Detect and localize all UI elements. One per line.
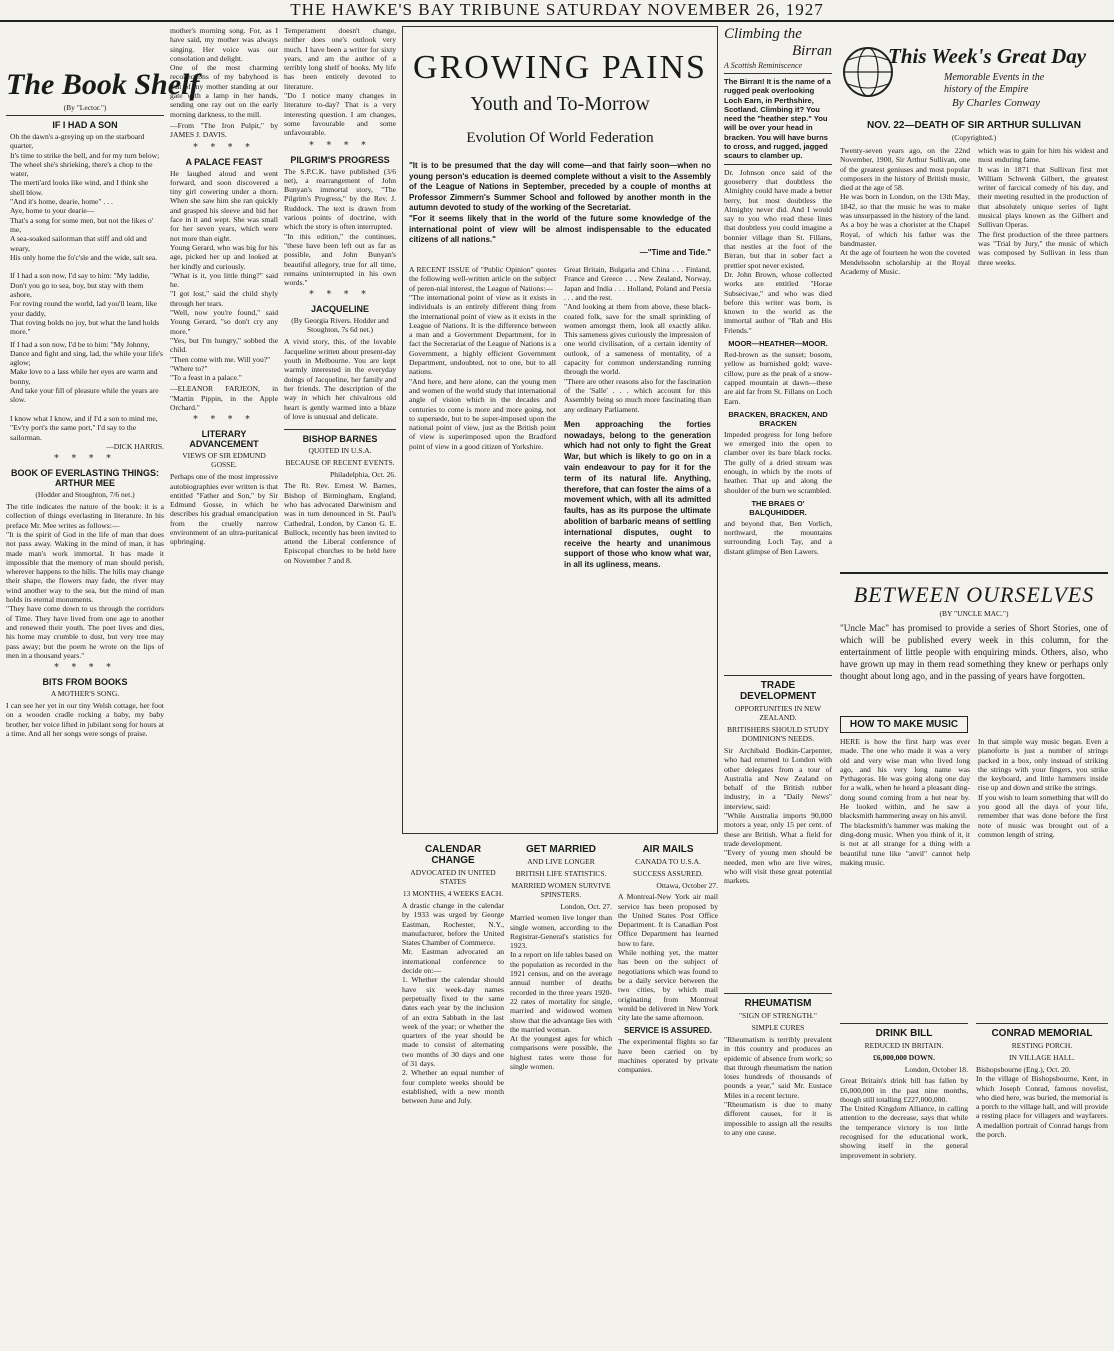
- great-day-feature: [840, 26, 1108, 572]
- poem: If I had a son now, I'd be to him: "My Johnny, Dance and fight and sing, lad, the while your life's aglow; Make love to a lass while her eyes are warm and bonny, And take your fill of pleasure while the years are slow. I know what I know, and if I'd a son to mind me, "Ev'ry port's the same port," I'd say to the sailorman.: [10, 339, 163, 442]
- article-body: The title indicates the nature of the book: it is a collection of things everlasting in literature. In his preface Mr. Mee writes as follows:— "It is the spirit of God in the life of man that does not pass away. Waking in the mind of man, it has made man's work immortal. It has made it impossible that the memory of man should perish, wherever happens to the hills. The hills may change their shape, the flowers may fade, the river may wind another way to the sea, but the mind of man holds its eternal monuments. "They have come down to us through the corridors of Time. They have lived from one age to another and renewed their youth. The poet lives and dies, his home may crumble to dust, but very tree may pass away; but the poem he wrote on the lips of men in a thousand years.": [6, 502, 164, 660]
- section-heading: LITERARY ADVANCEMENT: [189, 429, 259, 450]
- signature: —DICK HARRIS.: [106, 441, 164, 451]
- article-body: Red-brown as the sunset; bosom, yellow as burnished gold; wave-cillow, pure as the peak of a snow-capped mountain at dawn—these are aid far from St. Fillans on Loch Earn.: [724, 350, 832, 406]
- sub-heading: 13 MONTHS, 4 WEEKS EACH.: [402, 889, 504, 898]
- section-heading: MOOR—HEATHER—MOOR.: [728, 339, 828, 349]
- sub-heading: ADVOCATED IN UNITED STATES: [410, 868, 496, 886]
- climbing-article: [724, 26, 832, 666]
- get-married-article: [510, 840, 612, 1345]
- section-heading: IF I HAD A SON: [52, 120, 118, 130]
- book-shelf-title: The Book Shelf: [6, 68, 200, 101]
- section-heading: JACQUELINE: [310, 304, 369, 315]
- section-heading: GET MARRIED: [526, 844, 596, 855]
- divider: [724, 164, 832, 165]
- great-day-title: This Week's Great Day: [888, 44, 1087, 68]
- section-heading: CALENDAR CHANGE: [424, 844, 482, 866]
- copyright-note: (Copyrighted.): [951, 133, 997, 142]
- between-ourselves-byline: (BY "UNCLE MAC."): [939, 609, 1009, 618]
- article-body: "Rheumatism is terribly prevalent in this country and produces an epidemic of absence from work; so that through rheumatism the nation loses hundreds of thousands of pounds a year," said Mr. Eustace Miles in a recent lecture. "Rheumatism is due to many different causes, for it is impossible to assign all the results to any one cause.: [724, 1035, 832, 1137]
- sub-heading: REDUCED IN BRITAIN.: [864, 1041, 944, 1050]
- column-two: [170, 26, 278, 1346]
- section-heading: BITS FROM BOOKS: [42, 677, 128, 688]
- star-divider: * * * *: [309, 140, 371, 151]
- article-body: Married women live longer than single women, according to the Registrar-General's statistics for 1923. In a report on life tables based on the population as recorded in the 1921 census, and on the average annual number of deaths recorded in the three years 1920-22 rates of mortality for single, married and widowed women show that the advantage lies with the married woman. At the youngest ages for which comparisons were possible, the highest rates were those for single women.: [510, 913, 612, 1072]
- great-day-byline: By Charles Conway: [952, 97, 1040, 109]
- article-body: Bishopsbourne (Eng.), Oct. 20. In the village of Bishopsbourne, Kent, in which Joseph Conrad, famous novelist, who died here, was buried, the memorial is a porch to the village hall, and will provide a resting place for villagers and wayfarers. A medallion portrait of Conrad hangs from the porch.: [976, 1065, 1108, 1140]
- divider: [976, 1023, 1108, 1024]
- section-heading: BOOK OF EVERLASTING THINGS: ARTHUR MEE: [10, 468, 159, 489]
- signature: —From "The Iron Pulpit," by JAMES J. DAVIS.: [170, 120, 278, 140]
- dateline: Ottawa, October 27.: [656, 881, 718, 890]
- drink-bill-article: [840, 1020, 968, 1345]
- section-heading: THE BRAES O' BALQUHIDDER.: [749, 498, 807, 517]
- article-body: A vivid story, this, of the lovable Jacqueline written about present-day youth in Melbourne. You are kept warmly interested in the everyday doings of Jacqueline, her family and her friends. The description of the way in which her chivalrous old heart is gently warmed into a blaze of love is unusual and delicate.: [284, 337, 396, 421]
- sub-heading: SIMPLE CURES: [751, 1023, 805, 1032]
- between-ourselves-intro: "Uncle Mac" has promised to provide a series of Short Stories, one of which will be published every week in this column, for the entertainment of little people with enquiring minds. Others, also, who have grown up may in them read something they knew or perhaps only thought about long ago, and in the passing of years have forgotten.: [840, 623, 1108, 681]
- growing-pains-subtitle-two: Evolution Of World Federation: [466, 130, 654, 146]
- article-body: In that simple way music began. Even a pianoforte is just a number of strings packed in a box, only instead of striking the strings with your fingers, you strike the keyboard, and little hammers inside rise up and down and strike the strings. If you wish to learn something that will do you good all the days of your life, remember that was done before the first note of music was brought out of a common length of string.: [978, 737, 1108, 839]
- article-body: A Montreal-New York air mail service has been proposed by the United States Post Office Department. It is Canadian Post Office Department has learned how to fare. While nothing yet, the matter has been on the subject of negotiations which was found to be a daily service between the two cities, by which mail originating from Montreal would be delivered in New York city late the same afternoon.: [618, 892, 718, 1023]
- section-heading: BRACKEN, BRACKEN, AND BRACKEN: [728, 409, 828, 428]
- sub-heading: "SIGN OF STRENGTH.": [738, 1011, 817, 1020]
- sub-heading: CANADA TO U.S.A.: [635, 857, 701, 866]
- divider: [724, 73, 832, 74]
- trade-development-article: [724, 672, 832, 982]
- lead-quote: "It is to be presumed that the day will come—and that fairly soon—when no young person's education is deemed complete without a visit to the Assembly of the League of Nations in September, preceded by a couple of months at Professor Zimmern's Summer School and followed by another month in the autumn devoted to study of the working of the Secretariat. "For it seems likely that in the world of the future some knowledge of the international point of view will be almost indispensable to the educated citizens of all nations.": [409, 161, 711, 245]
- book-shelf-column: [6, 26, 200, 1346]
- article-body: He laughed aloud and went forward, and soon discovered a tiny girl cowering under a thorn. When she saw him she ran quickly and grasped his sleeve and hid her face in it and wept. She was small for her seven years, which were not more than eight. Young Gerard, who was big for his age, picked her up and looked at her kindly and curiously. "What is it, you little thing?" said he. "I got lost," said the child shyly through her tears. "Well, now you're found," said Young Gerard, "so don't cry any more." "Yes, but I'm hungry," sobbed the child. "Then come with me. Will you?" "Where to?" "To a feast in a palace.": [170, 168, 278, 383]
- star-divider: * * * *: [309, 290, 371, 301]
- between-ourselves-title: BETWEEN OURSELVES: [853, 582, 1095, 607]
- great-day-subtitle: Memorable Events in the: [944, 72, 1045, 83]
- great-day-banner: [840, 36, 1108, 116]
- article-body: Sir Archibald Bodkin-Carpenter, who had returned to London with other delegates from a tour of Australia and New Zealand on behalf of the British rubber industry, in a "Daily News" interview, said: "While Australia imports 90,000 motors a year, only 15 per cent. of these are British. What a field for trade development. "Every of young men should be needed, men who are live wires, who will visit these great potential markets.: [724, 746, 832, 886]
- star-divider: * * * *: [54, 454, 116, 465]
- lead-paragraph: The Birran! It is the name of a rugged peak overlooking Loch Earn, in Perthshire, Scotland. Climbing it? You need the "heather step." You will be over your head in bracken. You will have burns to cross, and rugged, jagged scaurs to clamber up.: [724, 77, 831, 161]
- section-heading: SERVICE IS ASSURED.: [623, 1026, 713, 1036]
- great-day-subtitle-two: history of the Empire: [944, 84, 1029, 95]
- between-ourselves-section: [840, 572, 1108, 702]
- article-body: Impeded progress for long before we emerged into the open to clamber over its bare black rocks. The gully of a dried stream was enough, in which by the roots of heather. That up and along the shoulder of the burn we scrambled.: [724, 429, 832, 495]
- climbing-title: Climbing the: [724, 26, 802, 42]
- book-shelf-byline: (By "Lector."): [63, 103, 107, 112]
- rheumatism-article: [724, 990, 832, 1345]
- article-column: [564, 265, 711, 573]
- dateline: London, Oct. 27.: [560, 902, 612, 911]
- sub-heading: SUCCESS ASSURED.: [632, 869, 704, 878]
- article-body: Dr. Johnson once said of the gooseberry that doubtless the Almighty could have made a better berry, but most doubtless the Almighty never did. And I would say to you who read these lines that doubtless you could imagine a bonnier village than St. Fillans, that nestles at the foot of the Birran, but that in sober fact a prettier spot never existed. Dr. John Brown, whose collected works are entitled "Horae Subsecivae," and who was died before this writer was born, is known to the world as the immortal author of "Rab and His Friends.": [724, 167, 832, 335]
- section-heading: A PALACE FEAST: [185, 156, 263, 167]
- sub-heading: RESTING PORCH.: [1011, 1041, 1073, 1050]
- publisher-note: (Hodder and Stoughton, 7/6 net.): [35, 490, 135, 500]
- article-column: [409, 265, 556, 573]
- section-heading: DRINK BILL: [875, 1028, 933, 1039]
- article-body: Perhaps one of the most impressive autobiographies ever written is that entitled "Father and Son," by Sir Edmund Gosse, in which he describes his gradual emancipation from the cruelly narrow environment of an ultra-puritanical upbringing.: [170, 472, 278, 547]
- publisher-note: (By Georgia Rivers. Hodder and Stoughton, 7s 6d net.): [291, 316, 389, 335]
- article-body: The experimental flights so far have been carried on by machines operated by private companies.: [618, 1037, 718, 1075]
- how-to-make-music-article: [840, 712, 1108, 1012]
- article-body: HERE is how the first harp was ever made. The one who made it was a very old and very wise man who lived long ago, and his very long name was Pythagoras. He was going along one day for a walk, when he heard a pleasant ding-dong sound coming from a hut near by. He looked within, and he saw a blacksmith hammering away on his anvil. The blacksmith's hammer was making the ding-dong music. When you think of it, it is not at all strange for a thing with a beautiful tune like "anvil" cannot help making music.: [840, 737, 970, 867]
- sub-heading: BRITISHERS SHOULD STUDY DOMINION'S NEEDS.: [726, 725, 830, 743]
- article-body: Twenty-seven years ago, on the 22nd November, 1900, Sir Arthur Sullivan, one of the greatest geniuses and most popular composers in the history of British music, died at the age of 58. He was born in London, on the 13th May, 1842, so that the music he was to make was unsurpassed in the history of the land. As a boy he was a chorister at the Chapel Royal, of which his father was the bandmaster. At the age of fourteen he won the coveted Mendelssohn scholarship at the Royal Academy of Music.: [840, 146, 970, 276]
- calendar-change-article: [402, 840, 504, 1345]
- sub-heading: BECAUSE OF RECENT EVENTS.: [285, 458, 395, 468]
- section-heading: TRADE DEVELOPMENT: [739, 680, 817, 702]
- article-body: mother's morning song. For, as I have said, my mother was always singing. Her voice was our consolation and delight. One of the most charming recollections of my babyhood is that of my mother standing at our gate with a lamp in her hands, sending one ray out on the early morning darkness, to the mill.: [170, 26, 278, 119]
- sub-heading: IN VILLAGE HALL.: [1009, 1053, 1075, 1062]
- poem: Oh the dawn's a-greying up on the starboard quarter, It's time to strike the bell, and for my turn below; The wheel she's shrieking, there's a chop to the water, The merti'ard looks like wind, and I think she shell blow. "And it's home, dearie, home" . . . Aye, home to your dearie— That's a song for some men, but not the likes o' me, A sea-soaked sailorman that stiff and old and weary, His only home the fo'c'sle and the wide, salt sea. If I had a son now, I'd say to him: "My laddie, Don't you go to sea, boy, but stay with them ashore, For roving round the world, lad you'll learn, like your daddy, That roving holds no joy, but what the land holds more.": [10, 132, 160, 337]
- growing-pains-article: [402, 26, 718, 834]
- sub-heading: A MOTHER'S SONG.: [50, 689, 120, 699]
- masthead: [0, 0, 1114, 22]
- sub-heading: AND LIVE LONGER: [527, 857, 595, 866]
- section-heading: AIR MAILS: [642, 844, 694, 855]
- star-divider: * * * *: [54, 663, 116, 674]
- section-heading: PILGRIM'S PROGRESS: [290, 154, 390, 165]
- divider: [724, 675, 832, 676]
- divider: [6, 115, 164, 116]
- column-three: [284, 26, 396, 1346]
- section-heading: RHEUMATISM: [744, 998, 812, 1009]
- section-heading: BISHOP BARNES: [302, 434, 378, 445]
- star-divider: * * * *: [193, 142, 255, 153]
- divider: [840, 1023, 968, 1024]
- growing-pains-title: GROWING PAINS: [413, 49, 707, 86]
- growing-pains-subtitle: Youth and To-Morrow: [470, 93, 650, 115]
- quote-credit: —"Time and Tide.": [639, 247, 711, 257]
- boxed-quote: Men approaching the forties nowadays, belong to the generation which had not only to fight the Great War, but which is likely to go on in a vain endeavour to pay for it for the term of its natural life. Anything, therefore, that can foster the aims of a movement which, with all its admitted faults, has as its purpose the ultimate abolition of barbaric means of settling international disputes, ought to receive the hearty and unanimous support of those who know what war, in all its ugliness, means.: [564, 419, 711, 570]
- section-heading: HOW TO MAKE MUSIC: [840, 716, 968, 733]
- sub-heading: £6,000,000 DOWN.: [873, 1053, 935, 1062]
- article-body: Great Britain, Bulgaria and China . . . Finland, France and Greece . . . New Zealand, Norway, Japan and India . . . Holland, Poland and Persia . . . and the rest. "And looking at them from above, these black-coated folk, save for the small sprinkling of women amongst them, look all exactly alike. This sameness gives curiously the impression of one world civilisation, of a certain identity of outlook, of a sameness of mentality, of a capacity for common understanding running through the world. "There are other reasons also for the fascination of the 'Salle' . . . which account for this Assembly being so much more fascinating than any ordinary Parliament.: [564, 265, 711, 414]
- divider: [284, 429, 396, 430]
- article-body: The S.P.C.K. have published (3/6 net), a rearrangement of John Bunyan's immortal story, "The Pilgrim's Progress," by the Rev. J. Ruddock. The text is drawn from various points of doctrine, with which the story is often interrupted. "In this edition," the continues, "these have been left out as far as possible, and John Bunyan's beautiful allegory, true for all time, remains uninterrupted in his own words.": [284, 166, 396, 288]
- dateline: Philadelphia, Oct. 26.: [329, 470, 396, 480]
- sub-heading: MARRIED WOMEN SURVIVE SPINSTERS.: [511, 881, 611, 899]
- sub-heading: QUOTED IN U.S.A.: [308, 446, 372, 456]
- article-body: which was to gain for him his widest and most enduring fame. It was in 1871 that Sullivan first met William Schwenk Gilbert, the greatest writer of farcical comedy of his day, and their meeting resulted in the production of that absolutely unique series of light musical plays known as the Gilbert and Sullivan Operas. The first production of the three partners was "Trial by Jury," the music of which was composed by Sullivan in less than three weeks.: [978, 146, 1108, 267]
- article-body: Temperament doesn't change, neither does one's outlook very much. I have been a writer for sixty years, and am the author of a terribly long shelf of books. My life has been entirely devoted to literature. "Do I notice many changes in literature to-day? That is a very interesting question. I am changes, some favourable and some unfavourable.: [284, 26, 396, 138]
- climbing-subtitle: A Scottish Reminiscence: [724, 61, 803, 70]
- article-body: The Rt. Rev. Ernest W. Barnes, Bishop of Birmingham, England, who has advocated Darwinism and was in turn denounced in St. Paul's Cathedral, London, by Canon G. E. Bullock, recently has been invited to attend the Liberal conference of Episcopal churches to be held here on November 7 and 8.: [284, 481, 396, 565]
- air-mails-article: [618, 840, 718, 1345]
- divider: [724, 993, 832, 994]
- article-body: A drastic change in the calendar by 1933 was urged by George Eastman, Rochester, N.Y., manufacturer, before the United States Chamber of Commerce. Mr. Eastman advocated an international conference to decide on:— 1. Whether the calendar should have six week-day names perpetually fixed to the same dates each year by the inclusion of an extra Sabbath in the last week of the year; or whether the quarters of the year should be made to consist of alternating two months of 30 days and one of 31 days. 2. Whether an equal number of four complete weeks should be established, with a new month between June and July.: [402, 901, 504, 1106]
- section-heading: NOV. 22—DEATH OF SIR ARTHUR SULLIVAN: [867, 120, 1081, 131]
- sub-heading: OPPORTUNITIES IN NEW ZEALAND.: [734, 704, 822, 722]
- climbing-title-two: Birran: [791, 43, 832, 59]
- article-body: A RECENT ISSUE of "Public Opinion" quotes the following well-written article on the subject of peren-nial interest, the League of Nations:— "The international point of view as it exists in individuals is an entirely different thing from the international point of view as it exists in the League of Nations. It is the difference between a man and a Government Department, for in fact the Secretariat of the League of Nations is a Government, a highly efficient Government Department, undoubted, not to one, but to all nations. "And here, and here alone, can the young men and women of the world study that international angle of vision which in the decades and centuries to come is more and more going, not to supersede, but to be super-imposed upon the national point of view, just as the British point of view is superimposed upon the Bradford point of view in a good citizen of Yorkshire.: [409, 265, 556, 451]
- sub-heading: BRITISH LIFE STATISTICS.: [515, 869, 607, 878]
- star-divider: * * * *: [193, 415, 255, 426]
- dateline: London, October 18.: [904, 1065, 968, 1074]
- signature: —ELEANOR FARJEON, in "Martin Pippin, in the Apple Orchard.": [170, 384, 278, 412]
- conrad-memorial-article: [976, 1020, 1108, 1345]
- article-body: Great Britain's drink bill has fallen by £6,000,000 in the past nine months, though still totalling £227,000,000. The United Kingdom Alliance, in calling attention to the decrease, says that while the temperance victory is too little recognised for the educational work, showing itself in the general improvement in sobriety.: [840, 1076, 968, 1160]
- article-body: I can see her yet in our tiny Welsh cottage, her foot on a wooden cradle rocking a baby, my baby brother, her voice lifted in jubilant song for hours at a time. And all her songs were songs of praise.: [6, 701, 164, 739]
- sub-heading: VIEWS OF SIR EDMUND GOSSE.: [182, 451, 266, 470]
- section-heading: CONRAD MEMORIAL: [991, 1028, 1093, 1039]
- masthead-text: THE HAWKE'S BAY TRIBUNE SATURDAY NOVEMBER 26, 1927: [290, 0, 824, 19]
- article-body: and beyond that, Ben Vorlich, northward, the mountains surrounding Loch Tay, and a distant glimpse of Ben Lawers.: [724, 518, 832, 556]
